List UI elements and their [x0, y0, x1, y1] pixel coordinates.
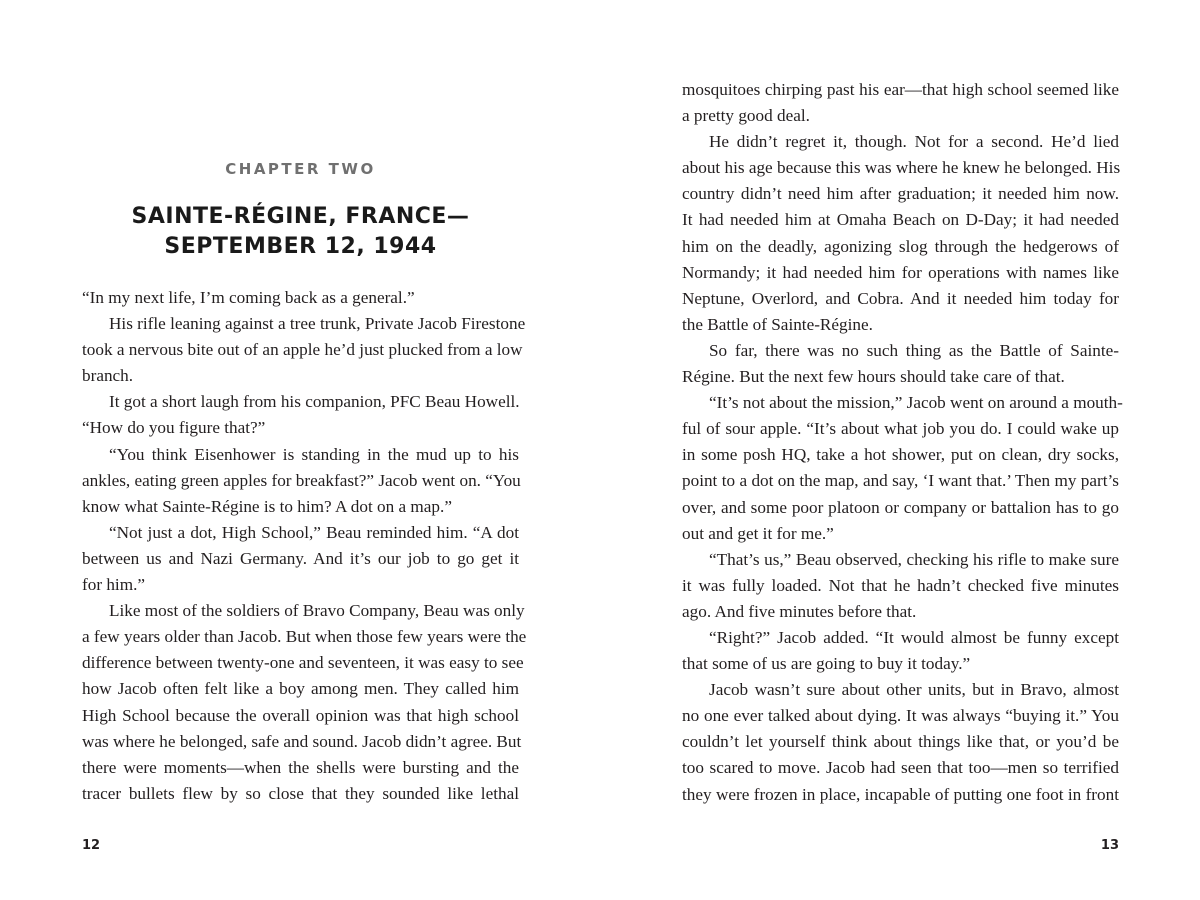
text-line: point to a dot on the map, and say, ‘I want that.’ Then my part’s	[682, 471, 1119, 491]
text-line: difference between twenty-one and seventeen, it was easy to see	[82, 653, 524, 673]
left-body-text	[82, 285, 527, 807]
text-line: was where he belonged, safe and sound. Jacob didn’t agree. But	[82, 731, 522, 751]
text-line: Régine. But the next few hours should take care of that.	[682, 367, 1065, 387]
chapter-label: CHAPTER TWO	[225, 160, 376, 178]
text-line: it was fully loaded. Not that he hadn’t checked five minutes	[682, 575, 1119, 595]
text-line: Like most of the soldiers of Bravo Company, Beau was only	[109, 601, 525, 621]
text-line: “Not just a dot, High School,” Beau reminded him. “A dot	[109, 522, 519, 542]
text-line: a pretty good deal.	[682, 106, 810, 126]
left-page	[82, 0, 527, 900]
right-body-text	[682, 77, 1123, 808]
text-line: Jacob wasn’t sure about other units, but in Bravo, almost	[709, 680, 1119, 700]
chapter-title-line: SAINTE-RÉGINE, FRANCE—	[131, 204, 470, 229]
text-line: too scared to move. Jacob had seen that too—men so terrified	[682, 758, 1119, 778]
text-line: His rifle leaning against a tree trunk, Private Jacob Firestone	[109, 314, 526, 334]
right-page	[682, 0, 1123, 900]
text-line: there were moments—when the shells were bursting and the	[82, 757, 519, 777]
text-line: between us and Nazi Germany. And it’s our job to go get it	[82, 548, 519, 568]
text-line: “It’s not about the mission,” Jacob went on around a mouth-	[709, 393, 1123, 413]
text-line: out and get it for me.”	[682, 523, 834, 543]
text-line: tracer bullets flew by so close that they sounded like lethal	[82, 783, 519, 803]
text-line: him on the deadly, agonizing slog through the hedgerows of	[682, 236, 1119, 256]
text-line: for him.”	[82, 575, 146, 595]
text-line: a few years older than Jacob. But when those few years were the	[82, 627, 527, 647]
text-line: “In my next life, I’m coming back as a general.”	[82, 288, 415, 307]
text-line: how Jacob often felt like a boy among men. They called him	[82, 679, 519, 699]
text-line: the Battle of Sainte-Régine.	[682, 314, 873, 334]
text-line: Neptune, Overlord, and Cobra. And it needed him today for	[682, 288, 1119, 308]
text-line: ful of sour apple. “It’s about what job you do. I could wake up	[682, 419, 1119, 439]
page-number: 13	[1100, 838, 1119, 853]
text-line: that some of us are going to buy it today.”	[682, 654, 971, 674]
text-line: couldn’t let yourself think about things like that, or you’d be	[682, 732, 1119, 752]
chapter-title	[82, 202, 519, 262]
text-line: no one ever talked about dying. It was always “buying it.” You	[682, 706, 1119, 726]
text-line: branch.	[82, 366, 134, 386]
text-line: over, and some poor platoon or company or battalion has to go	[682, 497, 1119, 517]
text-line: about his age because this was where he knew he belonged. His	[682, 158, 1121, 178]
text-line: It had needed him at Omaha Beach on D-Day; it had needed	[682, 210, 1119, 230]
text-line: country didn’t need him after graduation; it needed him now.	[682, 184, 1119, 204]
text-line: they were frozen in place, incapable of putting one foot in front	[682, 784, 1119, 804]
text-line: Normandy; it had needed him for operations with names like	[682, 262, 1119, 282]
text-line: mosquitoes chirping past his ear—that high school seemed like	[682, 80, 1119, 99]
text-line: know what Sainte-Régine is to him? A dot on a map.”	[82, 496, 452, 516]
text-line: “How do you figure that?”	[82, 418, 266, 438]
text-line: “That’s us,” Beau observed, checking his rifle to make sure	[709, 549, 1119, 569]
text-line: He didn’t regret it, though. Not for a second. He’d lied	[709, 132, 1119, 152]
text-line: High School because the overall opinion was that high school	[82, 705, 519, 725]
text-line: in some posh HQ, take a hot shower, put on clean, dry socks,	[682, 445, 1119, 465]
text-line: “Right?” Jacob added. “It would almost be funny except	[709, 627, 1119, 647]
text-line: took a nervous bite out of an apple he’d just plucked from a low	[82, 340, 523, 360]
text-line: ago. And five minutes before that.	[682, 601, 917, 621]
text-line: It got a short laugh from his companion, PFC Beau Howell.	[109, 392, 520, 412]
text-line: ankles, eating green apples for breakfast?” Jacob went on. “You	[82, 470, 521, 490]
text-line: So far, there was no such thing as the Battle of Sainte-	[709, 340, 1119, 360]
text-line: “You think Eisenhower is standing in the mud up to his	[109, 444, 519, 464]
chapter-title-line: SEPTEMBER 12, 1944	[164, 234, 437, 259]
page-number: 12	[82, 838, 101, 853]
